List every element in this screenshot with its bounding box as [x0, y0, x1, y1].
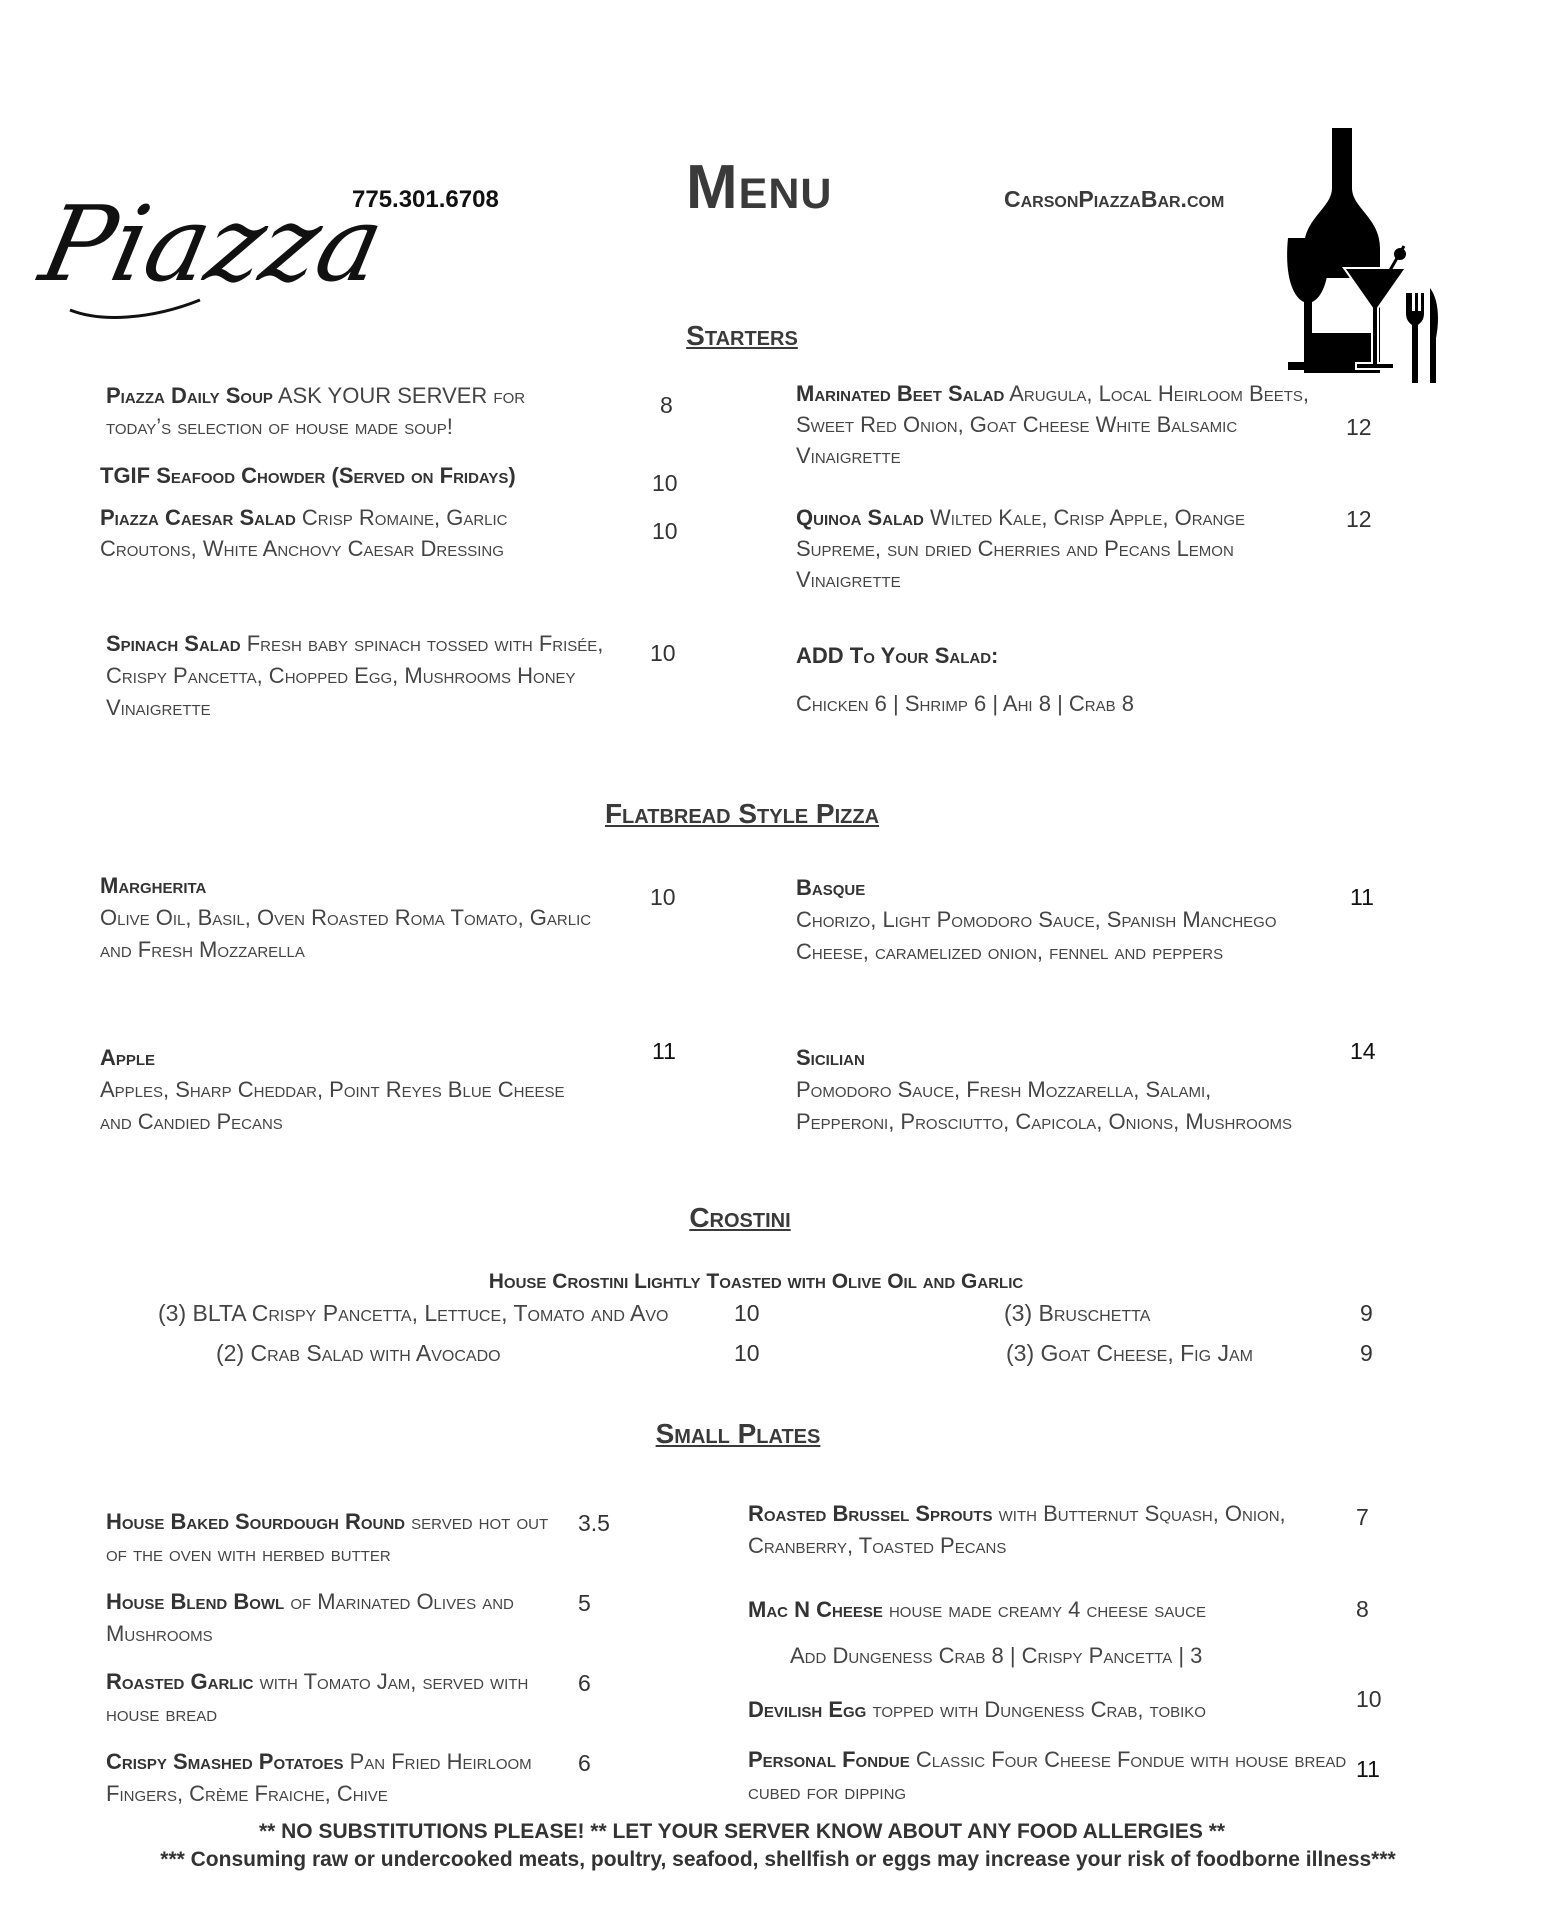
- item-price: 11: [652, 1038, 676, 1064]
- item-price: 12: [1346, 414, 1372, 440]
- mac-add-ons: Add Dungeness Crab 8 | Crispy Pancetta | 3: [790, 1643, 1203, 1668]
- item-price: 6: [578, 1750, 591, 1776]
- item-price: 5: [578, 1590, 591, 1616]
- menu-item: Mac N Cheese house made creamy 4 cheese sauce: [748, 1597, 1206, 1622]
- item-price: 11: [1356, 1756, 1380, 1782]
- menu-item: Personal Fondue Classic Four Cheese Fondue with house bread cubed for dipping: [748, 1747, 1347, 1804]
- section-heading-starters: Starters: [686, 320, 798, 351]
- menu-item: Piazza Caesar Salad Crisp Romaine, Garlic Croutons, White Anchovy Caesar Dressing: [100, 505, 508, 561]
- item-price: 10: [734, 1340, 760, 1366]
- item-price: 10: [650, 640, 676, 666]
- phone-number: 775.301.6708: [352, 186, 499, 213]
- item-price: 9: [1360, 1300, 1373, 1326]
- item-price: 9: [1360, 1340, 1373, 1366]
- section-heading-small-plates: Small Plates: [655, 1418, 821, 1449]
- menu-item: House Baked Sourdough Round served hot out of the oven with herbed butter: [106, 1509, 549, 1566]
- add-to-salad-title: ADD To Your Salad:: [796, 643, 999, 668]
- menu-item: Roasted Brussel Sprouts with Butternut Squash, Onion, Cranberry, Toasted Pecans: [748, 1501, 1286, 1558]
- menu-item: Sicilian Pomodoro Sauce, Fresh Mozzarella, Salami, Pepperoni, Prosciutto, Capicola, Onions, Mushrooms: [796, 1045, 1293, 1134]
- menu-item: Apple Apples, Sharp Cheddar, Point Reyes Blue Cheese and Candied Pecans: [100, 1045, 565, 1134]
- item-price: 10: [1356, 1686, 1382, 1712]
- menu-item: Crispy Smashed Potatoes Pan Fried Heirloom Fingers, Crème Fraiche, Chive: [106, 1749, 532, 1806]
- item-price: 14: [1350, 1038, 1376, 1064]
- menu-item: Piazza Daily Soup ASK YOUR SERVER for today’s selection of house made soup!: [106, 383, 526, 439]
- menu-item: Basque Chorizo, Light Pomodoro Sauce, Spanish Manchego Cheese, caramelized onion, fennel and peppers: [796, 875, 1277, 964]
- menu-item: House Blend Bowl of Marinated Olives and Mushrooms: [106, 1589, 514, 1646]
- crostini-item: (3) BLTA Crispy Pancetta, Lettuce, Tomato and Avo: [158, 1300, 669, 1326]
- item-price: 10: [652, 518, 678, 544]
- item-price: 8: [1356, 1596, 1369, 1622]
- footer-disclaimer: *** Consuming raw or undercooked meats, poultry, seafood, shellfish or eggs may increase your risk of foodborne illness***: [160, 1848, 1396, 1871]
- menu-item: TGIF Seafood Chowder (Served on Fridays): [100, 463, 516, 488]
- crostini-item: (3) Goat Cheese, Fig Jam: [1006, 1340, 1253, 1366]
- menu-item: Roasted Garlic with Tomato Jam, served with house bread: [106, 1669, 529, 1726]
- menu-item: Margherita Olive Oil, Basil, Oven Roasted Roma Tomato, Garlic and Fresh Mozzarella: [100, 873, 592, 962]
- page-title: Menu: [686, 153, 833, 222]
- piazza-logo: [30, 160, 394, 330]
- item-price: 8: [660, 392, 673, 418]
- website: CarsonPiazzaBar.com: [1004, 186, 1225, 212]
- item-price: 10: [650, 884, 676, 910]
- item-price: 12: [1346, 506, 1372, 532]
- item-price: 6: [578, 1670, 591, 1696]
- crostini-item: (2) Crab Salad with Avocado: [216, 1340, 501, 1366]
- crostini-subtitle: House Crostini Lightly Toasted with Olive Oil and Garlic: [488, 1270, 1024, 1293]
- menu-item: Marinated Beet Salad Arugula, Local Heirloom Beets, Sweet Red Onion, Goat Cheese White Balsamic Vinaigrette: [796, 381, 1309, 468]
- section-heading-flatbread: Flatbread Style Pizza: [604, 798, 880, 829]
- footer-notice: ** NO SUBSTITUTIONS PLEASE! ** LET YOUR SERVER KNOW ABOUT ANY FOOD ALLERGIES **: [258, 1820, 1226, 1843]
- item-price: 11: [1350, 884, 1374, 910]
- add-to-salad-options: Chicken 6 | Shrimp 6 | Ahi 8 | Crab 8: [796, 691, 1134, 716]
- item-price: 10: [652, 470, 678, 496]
- item-price: 3.5: [578, 1510, 610, 1536]
- section-heading-crostini: Crostini: [689, 1202, 791, 1233]
- item-price: 7: [1356, 1504, 1369, 1530]
- menu-item: Devilish Egg topped with Dungeness Crab, tobiko: [748, 1697, 1206, 1722]
- svg-text:Piazza: Piazza: [31, 183, 394, 305]
- crostini-item: (3) Bruschetta: [1004, 1300, 1151, 1326]
- menu-item: Quinoa Salad Wilted Kale, Crisp Apple, Orange Supreme, sun dried Cherries and Pecans Lemon Vinaigrette: [796, 505, 1246, 592]
- item-price: 10: [734, 1300, 760, 1326]
- menu-item: Spinach Salad Fresh baby spinach tossed with Frisée, Crispy Pancetta, Chopped Egg, Mushrooms Honey Vinaigrette: [106, 631, 604, 720]
